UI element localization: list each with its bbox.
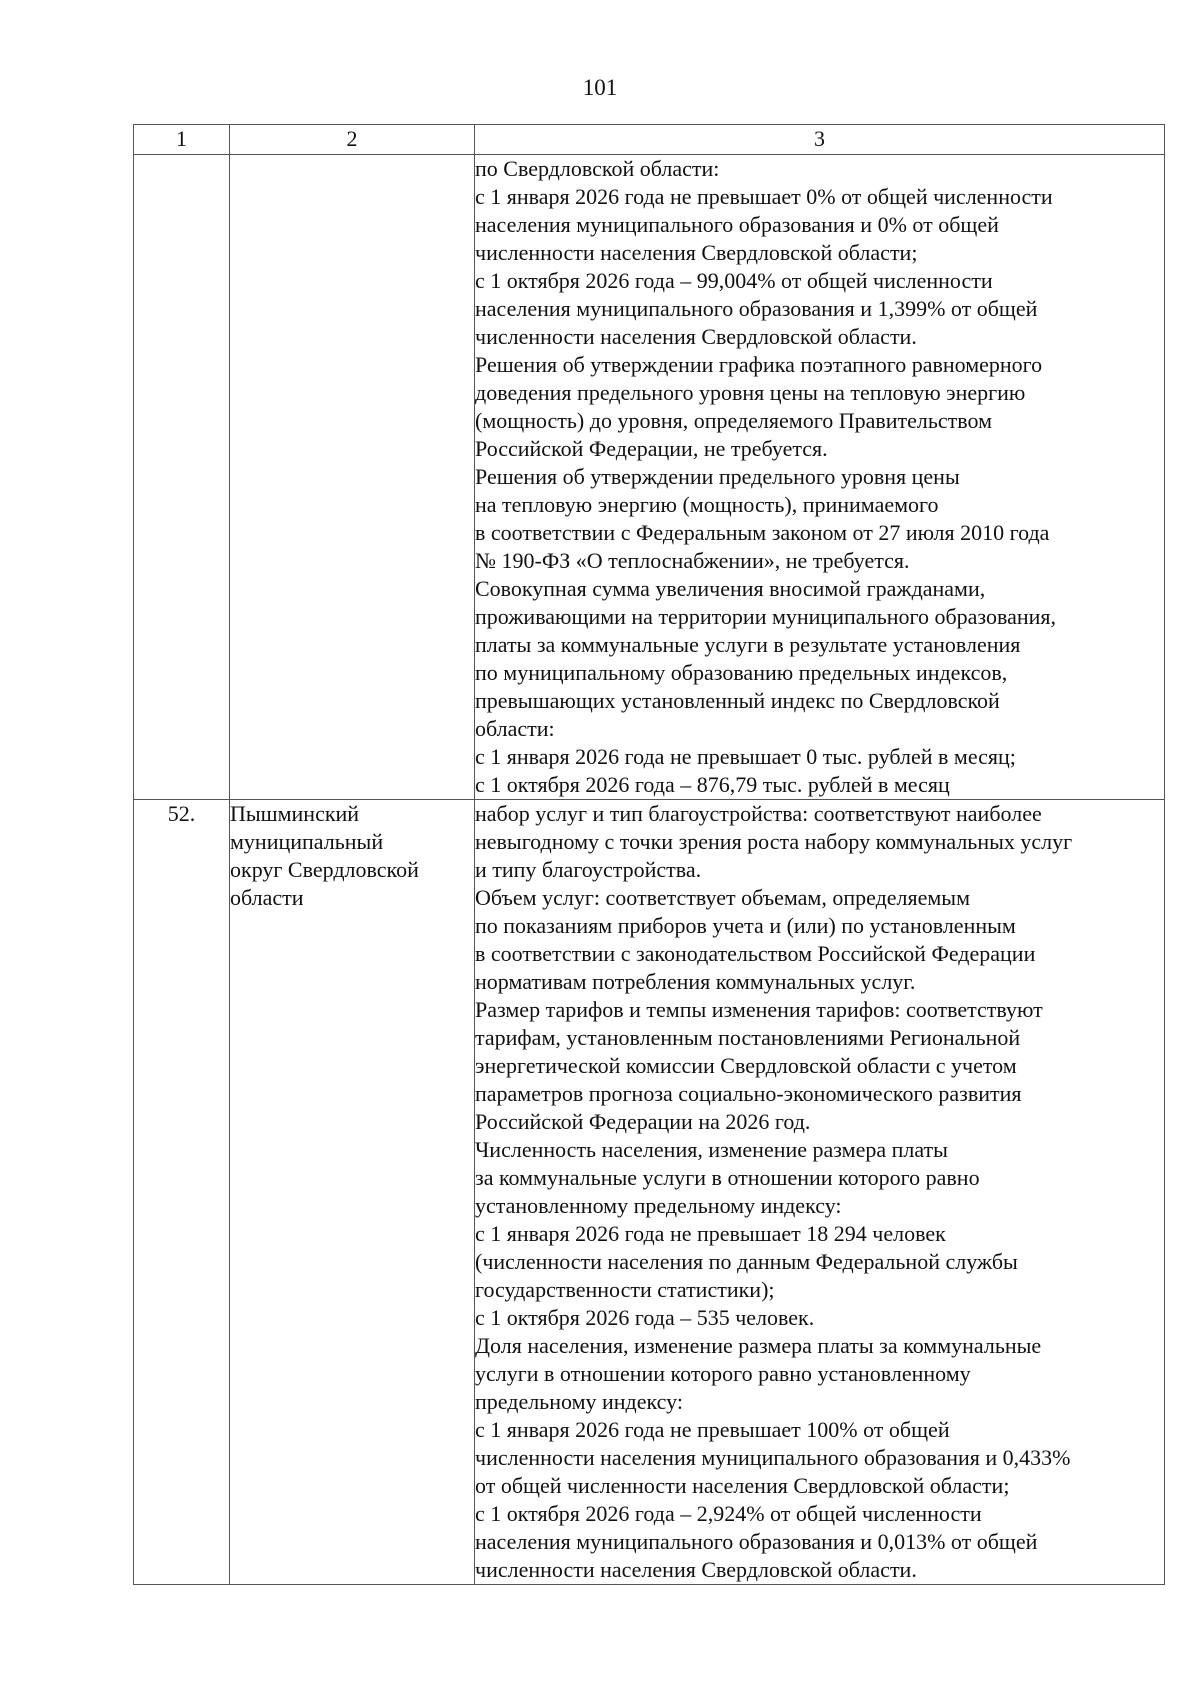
text-line: Решения об утверждении предельного уровня цены bbox=[475, 464, 960, 489]
text-line: на тепловую энергию (мощность), принимаемого bbox=[475, 492, 939, 517]
text-line: набор услуг и тип благоустройства: соответствуют наиболее bbox=[475, 801, 1042, 826]
text-line: по муниципальному образованию предельных индексов, bbox=[475, 660, 1008, 685]
text-line: превышающих установленный индекс по Свердловской bbox=[475, 688, 1000, 713]
text-line: тарифам, установленным постановлениями Региональной bbox=[475, 1025, 1021, 1050]
continuation-name-cell bbox=[230, 155, 475, 800]
text-line: № 190-ФЗ «О теплоснабжении», не требуется. bbox=[475, 548, 910, 573]
text-line: нормативам потребления коммунальных услуг. bbox=[475, 969, 916, 994]
text-line: Российской Федерации на 2026 год. bbox=[475, 1109, 811, 1134]
text-line: Объем услуг: соответствует объемам, определяемым bbox=[475, 885, 971, 910]
text-line: и типу благоустройства. bbox=[475, 857, 702, 882]
text-line: по Свердловской области: bbox=[475, 156, 720, 181]
text-line: Российской Федерации, не требуется. bbox=[475, 436, 828, 461]
text-line: параметров прогноза социально-экономического развития bbox=[475, 1081, 1022, 1106]
text-line: с 1 октября 2026 года – 535 человек. bbox=[475, 1305, 815, 1330]
table-header-row bbox=[134, 125, 1165, 155]
text-line: за коммунальные услуги в отношении которого равно bbox=[475, 1165, 980, 1190]
text-line: населения муниципального образования и 0% от общей bbox=[475, 212, 999, 237]
text-line: в соответствии с законодательством Российской Федерации bbox=[475, 941, 1036, 966]
text-line: с 1 января 2026 года не превышает 100% от общей bbox=[475, 1417, 950, 1442]
text-line: с 1 октября 2026 года – 876,79 тыс. рублей в месяц bbox=[475, 772, 950, 797]
text-line: по показаниям приборов учета и (или) по установленным bbox=[475, 913, 1016, 938]
text-line: численности населения муниципального образования и 0,433% bbox=[475, 1445, 1071, 1470]
row-number-cell: 52. bbox=[134, 800, 230, 1585]
text-line: доведения предельного уровня цены на тепловую энергию bbox=[475, 380, 1026, 405]
text-line: установленному предельному индексу: bbox=[475, 1193, 842, 1218]
continuation-text-cell bbox=[475, 155, 1165, 800]
text-line: численности населения Свердловской области; bbox=[475, 240, 918, 265]
text-line: с 1 октября 2026 года – 99,004% от общей численности bbox=[475, 268, 993, 293]
text-line: Размер тарифов и темпы изменения тарифов: соответствуют bbox=[475, 997, 1043, 1022]
text-line: области: bbox=[475, 716, 555, 741]
text-line: в соответствии с Федеральным законом от 27 июля 2010 года bbox=[475, 520, 1050, 545]
text-line: (мощность) до уровня, определяемого Правительством bbox=[475, 408, 993, 433]
name-line: области bbox=[230, 885, 304, 910]
text-line: численности населения Свердловской области. bbox=[475, 324, 917, 349]
text-line: (численности населения по данным Федеральной службы bbox=[475, 1249, 1018, 1274]
text-line: численности населения Свердловской области. bbox=[475, 1557, 917, 1582]
text-line: предельному индексу: bbox=[475, 1389, 683, 1414]
table-row-continuation bbox=[134, 155, 1165, 800]
text-line: Доля населения, изменение размера платы за коммунальные bbox=[475, 1333, 1042, 1358]
text-line: услуги в отношении которого равно установленному bbox=[475, 1361, 971, 1386]
text-line: энергетической комиссии Свердловской области с учетом bbox=[475, 1053, 1017, 1078]
text-line: с 1 января 2026 года не превышает 18 294 человек bbox=[475, 1221, 946, 1246]
text-line: платы за коммунальные услуги в результате установления bbox=[475, 632, 1021, 657]
text-line: с 1 января 2026 года не превышает 0% от общей численности bbox=[475, 184, 1053, 209]
text-line: Решения об утверждении графика поэтапного равномерного bbox=[475, 352, 1043, 377]
text-line: Совокупная сумма увеличения вносимой гражданами, bbox=[475, 576, 986, 601]
text-line: государственности статистики); bbox=[475, 1277, 775, 1302]
text-line: с 1 октября 2026 года – 2,924% от общей численности bbox=[475, 1501, 982, 1526]
name-line: округ Свердловской bbox=[230, 857, 419, 882]
text-line: невыгодному с точки зрения роста набору коммунальных услуг bbox=[475, 829, 1073, 854]
text-line: от общей численности населения Свердловской области; bbox=[475, 1473, 1010, 1498]
name-line: Пышминский bbox=[230, 801, 360, 826]
text-line: Численность населения, изменение размера платы bbox=[475, 1137, 948, 1162]
text-line: с 1 января 2026 года не превышает 0 тыс. рублей в месяц; bbox=[475, 744, 1016, 769]
column-header-3: 3 bbox=[475, 125, 1165, 155]
text-line: проживающими на территории муниципального образования, bbox=[475, 604, 1057, 629]
row-text-cell bbox=[475, 800, 1165, 1585]
text-line: населения муниципального образования и 1,399% от общей bbox=[475, 296, 1038, 321]
continuation-number-cell bbox=[134, 155, 230, 800]
data-table bbox=[133, 124, 1165, 1585]
name-line: муниципальный bbox=[230, 829, 384, 854]
table-row-52 bbox=[134, 800, 1165, 1585]
municipality-name-cell bbox=[230, 800, 475, 1585]
text-line: населения муниципального образования и 0,013% от общей bbox=[475, 1529, 1038, 1554]
column-header-1: 1 bbox=[134, 125, 230, 155]
column-header-2: 2 bbox=[230, 125, 475, 155]
page-number: 101 bbox=[582, 75, 618, 100]
